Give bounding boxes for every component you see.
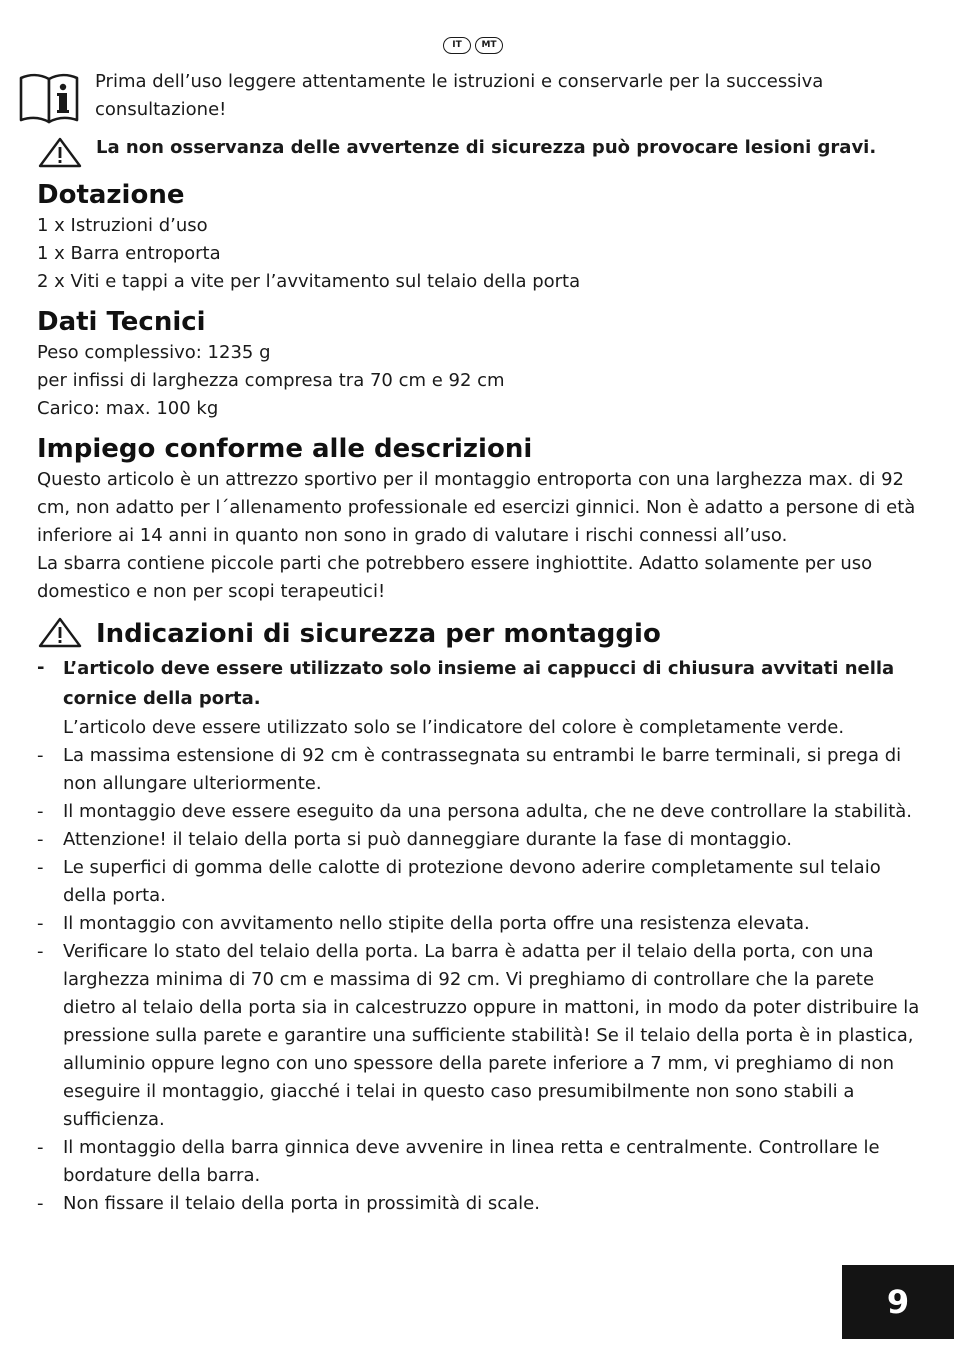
- safety-item-text: Il montaggio della barra ginnica deve avvenire in linea retta e centralmente. Controllare le bordature della barra.: [63, 1137, 880, 1186]
- safety-warning-text: La non osservanza delle avvertenze di sicurezza può provocare lesioni gravi.: [96, 137, 877, 158]
- safety-item-text: Verificare lo stato del telaio della porta. La barra è adatta per il telaio della porta, con una larghezza minima di 70 cm e massima di 92 cm. Vi preghiamo di controllare che la parete dietro al telaio della porta sia in calcestruzzo oppure in mattoni, in modo da poter distribuire la pressione sulla parete e garantire una sufficiente stabilità! Se il telaio della porta è in plastica, alluminio oppure legno con uno spessore della parete inferiore a 7 mm, vi preghiamo di non eseguire il montaggio, giacché i telai in questo caso presumibilmente non sono stabili a sufficienza.: [63, 941, 920, 1130]
- dati-tecnici-heading: Dati Tecnici: [37, 307, 206, 337]
- dati-tecnici-line: Peso complessivo: 1235 g: [37, 342, 271, 363]
- language-badge-it: IT: [443, 37, 471, 54]
- dati-tecnici-line: Carico: max. 100 kg: [37, 398, 219, 419]
- warning-triangle-icon: [37, 136, 83, 172]
- bullet-dash: -: [37, 1193, 44, 1214]
- info-book-icon: [18, 72, 80, 128]
- impiego-paragraph: La sbarra contiene piccole parti che potrebbero essere inghiottite. Adatto solamente per uso domestico e non per scopi terapeutici!: [37, 553, 873, 602]
- dotazione-line: 1 x Istruzioni d’uso: [37, 215, 208, 236]
- bullet-dash: -: [37, 941, 44, 962]
- list-item: [37, 910, 922, 938]
- bullet-dash: -: [37, 801, 44, 822]
- section-dati-tecnici: [37, 305, 922, 423]
- read-instructions-text: Prima dell’uso leggere attentamente le istruzioni e conservarle per la successiva consultazione!: [95, 71, 824, 120]
- list-item: [37, 654, 922, 742]
- list-item: [37, 1134, 922, 1190]
- page-content: [37, 68, 922, 1218]
- list-item: [37, 854, 922, 910]
- dati-tecnici-line: per infissi di larghezza compresa tra 70 cm e 92 cm: [37, 370, 505, 391]
- bullet-dash: -: [37, 745, 44, 766]
- language-badge-mt: MT: [475, 37, 503, 54]
- bullet-dash: -: [37, 657, 45, 678]
- page-number: 9: [842, 1265, 954, 1339]
- dotazione-line: 2 x Viti e tappi a vite per l’avvitamento sul telaio della porta: [37, 271, 581, 292]
- sicurezza-heading: Indicazioni di sicurezza per montaggio: [96, 619, 661, 649]
- safety-item-text: L’articolo deve essere utilizzato solo se l’indicatore del colore è completamente verde.: [63, 717, 845, 738]
- section-dotazione: [37, 178, 922, 296]
- warning-triangle-icon: [37, 616, 83, 652]
- safety-item-text: Non fissare il telaio della porta in prossimità di scale.: [63, 1193, 540, 1214]
- list-item: [37, 1190, 922, 1218]
- section-sicurezza: [37, 616, 922, 1218]
- safety-item-text: La massima estensione di 92 cm è contrassegnata su entrambi le barre terminali, si prega di non allungare ulteriormente.: [63, 745, 902, 794]
- bullet-dash: -: [37, 829, 44, 850]
- safety-list: [37, 654, 922, 1218]
- list-item: [37, 826, 922, 854]
- bullet-dash: -: [37, 1137, 44, 1158]
- list-item: [37, 742, 922, 798]
- language-badges: [443, 37, 503, 54]
- safety-item-text: Il montaggio con avvitamento nello stipite della porta offre una resistenza elevata.: [63, 913, 810, 934]
- impiego-paragraph: Questo articolo è un attrezzo sportivo per il montaggio entroporta con una larghezza max. di 92 cm, non adatto per l´allenamento professionale ed esercizi ginnici. Non è adatto a persone di età inferiore ai 14 anni in quanto non sono in grado di valutare i rischi connessi all’uso.: [37, 469, 916, 546]
- impiego-heading: Impiego conforme alle descrizioni: [37, 434, 533, 464]
- safety-warning-notice: [37, 134, 922, 172]
- safety-item-text: Il montaggio deve essere eseguito da una persona adulta, che ne deve controllare la stabilità.: [63, 801, 912, 822]
- dotazione-heading: Dotazione: [37, 180, 185, 210]
- section-impiego: [37, 432, 922, 606]
- read-instructions-notice: [37, 68, 922, 128]
- safety-item-bold: L’articolo deve essere utilizzato solo insieme ai cappucci di chiusura avvitati nella cornice della porta.: [63, 658, 895, 709]
- list-item: [37, 938, 922, 1134]
- safety-item-text: Attenzione! il telaio della porta si può danneggiare durante la fase di montaggio.: [63, 829, 792, 850]
- dotazione-line: 1 x Barra entroporta: [37, 243, 221, 264]
- sicurezza-heading-row: [37, 616, 922, 652]
- bullet-dash: -: [37, 857, 44, 878]
- list-item: [37, 798, 922, 826]
- bullet-dash: -: [37, 913, 44, 934]
- safety-item-text: Le superfici di gomma delle calotte di protezione devono aderire completamente sul telaio della porta.: [63, 857, 881, 906]
